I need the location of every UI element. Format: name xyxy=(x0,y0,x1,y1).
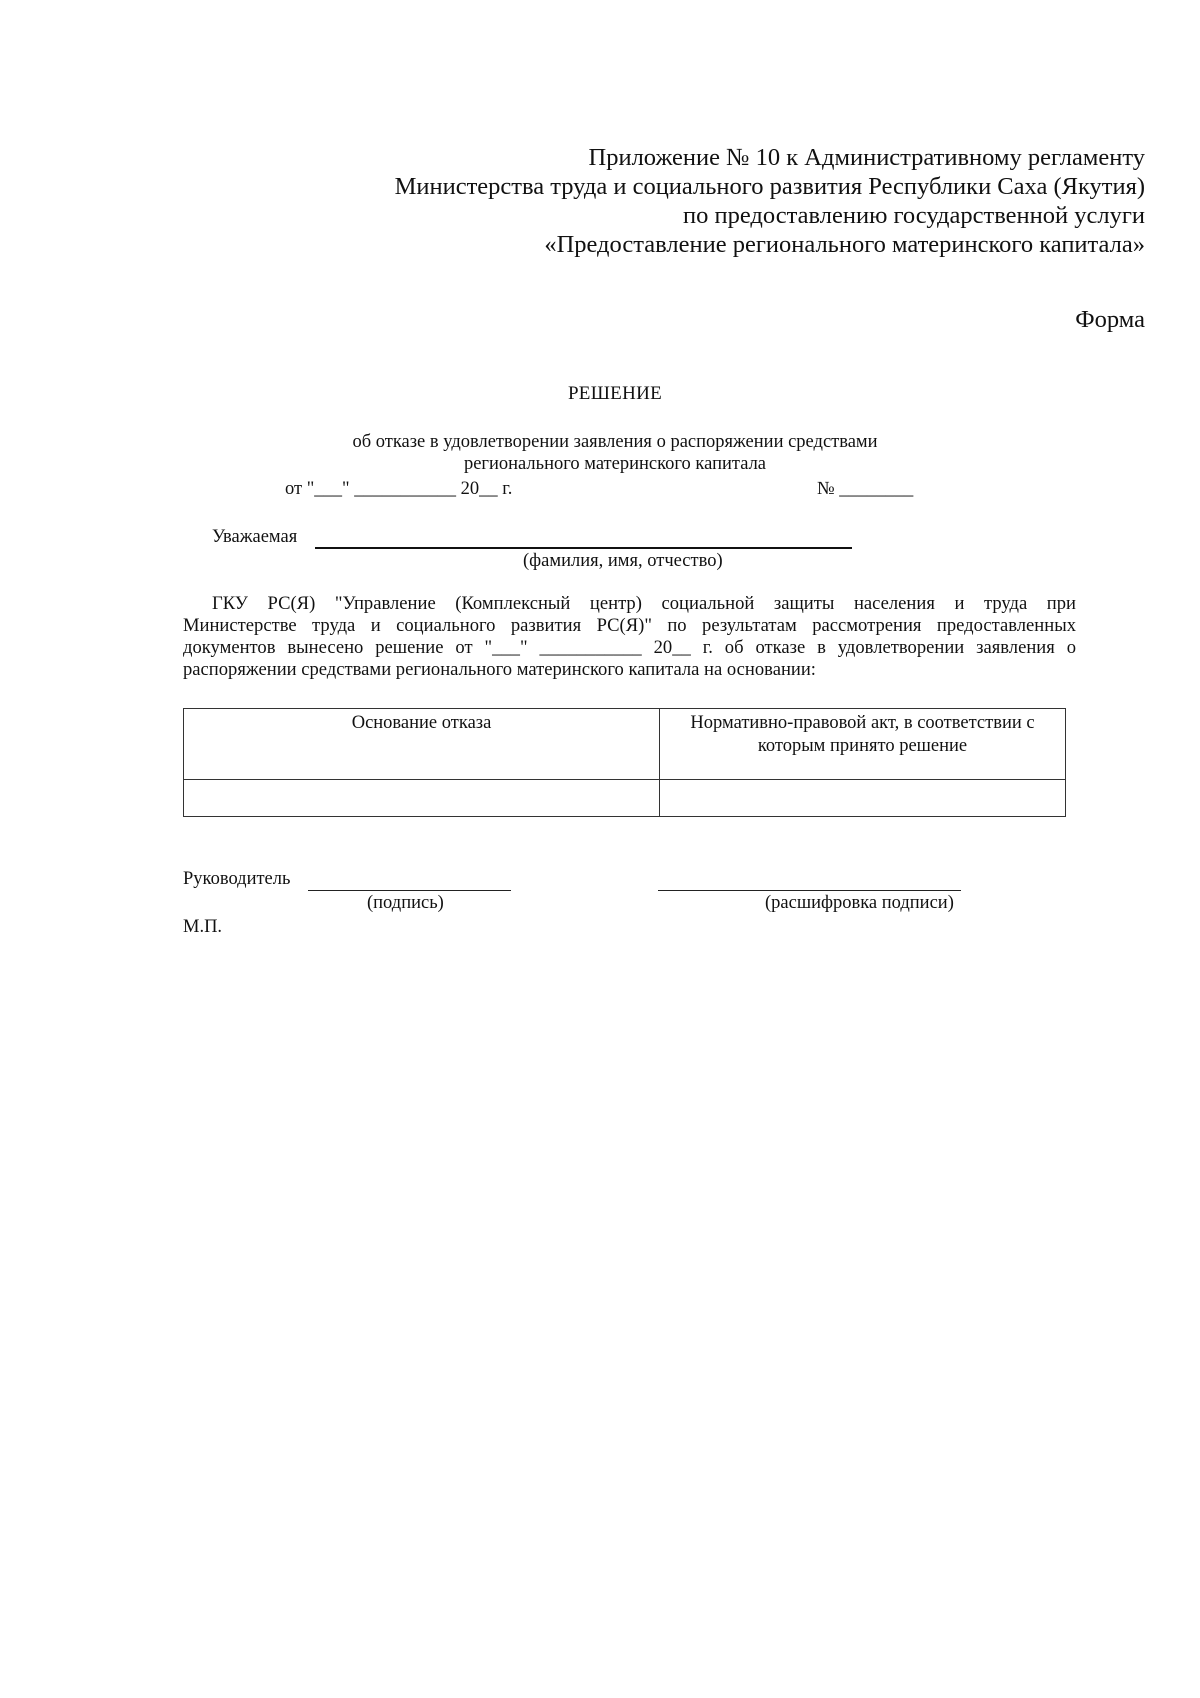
signature-caption: (подпись) xyxy=(367,893,444,913)
table-header-reason: Основание отказа xyxy=(351,713,492,733)
addressee-caption: (фамилия, имя, отчество) xyxy=(523,551,723,571)
decision-subtitle xyxy=(0,431,1200,475)
header-line-2: Министерства труда и социального развития Республики Саха (Якутия) xyxy=(394,173,1145,200)
header-line-1: Приложение № 10 к Административному регламенту xyxy=(588,144,1145,171)
body-line-1: ГКУ РС(Я) "Управление (Комплексный центр) социальной защиты населения и труда при xyxy=(212,593,1076,614)
decision-number: № ________ xyxy=(817,479,914,499)
table-cell-reason xyxy=(184,780,660,817)
stamp-label: М.П. xyxy=(183,917,223,937)
header-line-3: по предоставлению государственной услуги xyxy=(683,202,1145,229)
body-line-4: распоряжении средствами регионального материнского капитала на основании: xyxy=(183,659,816,680)
head-label: Руководитель xyxy=(183,869,291,889)
form-label: Форма xyxy=(1075,306,1145,333)
signature-decoding-caption: (расшифровка подписи) xyxy=(765,893,954,913)
refusal-table xyxy=(183,708,1066,817)
table-header-legal-act-line-1: Нормативно-правовой акт, в соответствии с xyxy=(690,713,1035,733)
decision-title: РЕШЕНИЕ xyxy=(567,383,663,404)
body-line-2: Министерстве труда и социального развития РС(Я)" по результатам рассмотрения предоставленных xyxy=(183,615,1076,636)
document-header xyxy=(395,143,1145,259)
table-header-cell-legal-act xyxy=(660,709,1066,780)
decision-subtitle-line-1: об отказе в удовлетворении заявления о распоряжении средствами xyxy=(352,432,878,452)
decision-date: от "___" ___________ 20__ г. xyxy=(285,479,513,499)
table-header-legal-act xyxy=(660,709,1065,758)
addressee-label: Уважаемая xyxy=(212,527,298,547)
decision-subtitle-line-2: регионального материнского капитала xyxy=(463,454,767,474)
body-line-3: документов вынесено решение от "___" ___________ 20__ г. об отказе в удовлетворении заявления о xyxy=(183,637,1076,658)
table-header-cell-reason xyxy=(184,709,660,780)
header-line-4: «Предоставление регионального материнского капитала» xyxy=(544,231,1145,258)
body-paragraph xyxy=(183,593,1076,681)
table-cell-legal-act xyxy=(660,780,1066,817)
signature-decoding-line xyxy=(658,870,961,891)
table-row xyxy=(184,780,1066,817)
table-header-row xyxy=(184,709,1066,780)
table-header-legal-act-line-2: которым принято решение xyxy=(757,736,968,756)
addressee-name-line xyxy=(315,527,852,549)
signature-line xyxy=(308,870,511,891)
